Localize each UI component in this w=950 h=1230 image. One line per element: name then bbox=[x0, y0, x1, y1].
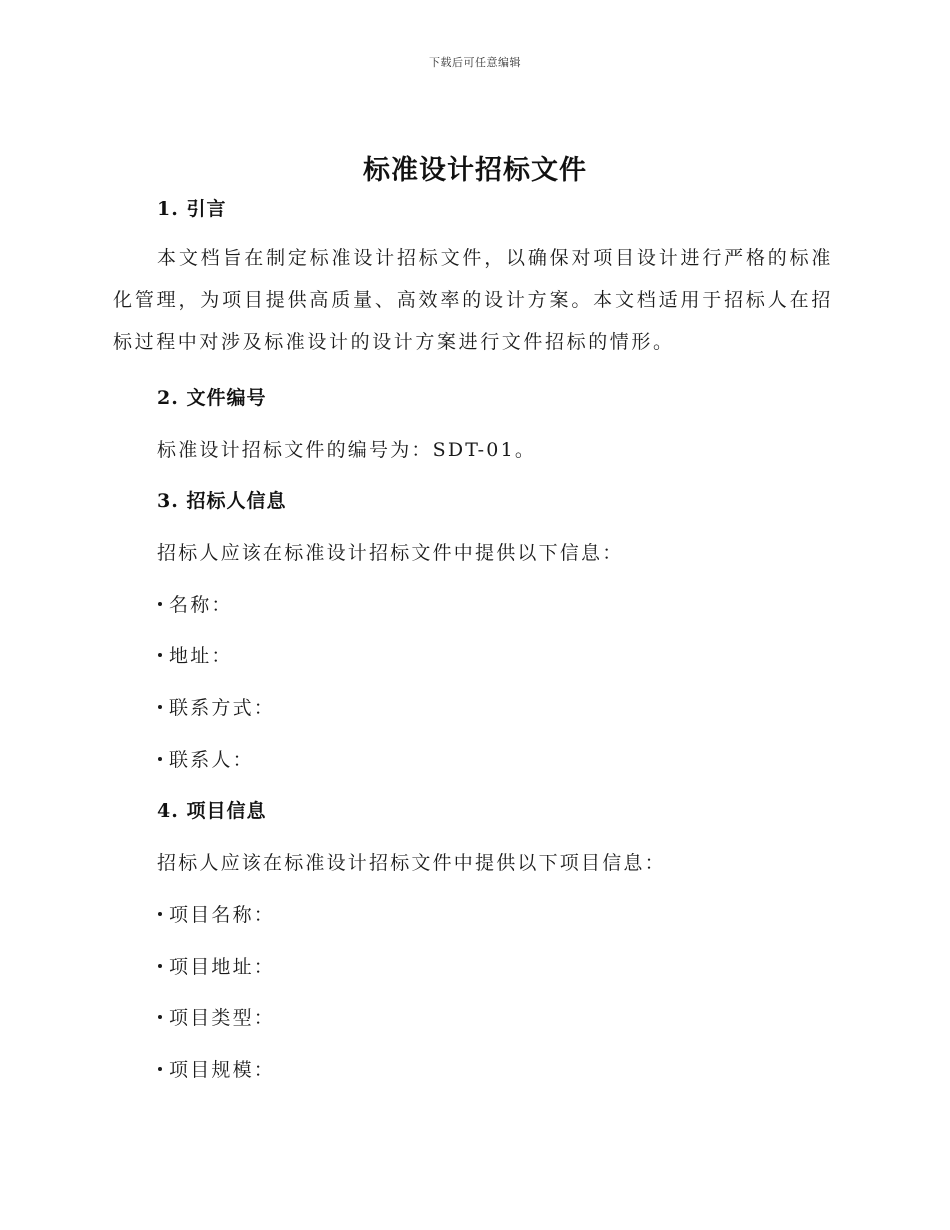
section-heading-tenderer: 3. 招标人信息 bbox=[157, 490, 287, 512]
list-item bbox=[157, 952, 275, 979]
bullet-dot-icon bbox=[158, 602, 162, 606]
list-item-label: 联系人： bbox=[169, 749, 254, 771]
tenderer-intro-text: 招标人应该在标准设计招标文件中提供以下信息： bbox=[157, 542, 624, 564]
bullet-dot-icon bbox=[158, 964, 162, 968]
section-heading-intro: 1. 引言 bbox=[157, 198, 227, 220]
intro-paragraph: 本文档旨在制定标准设计招标文件，以确保对项目设计进行严格的标准化管理，为项目提供高质量、高效率的设计方案。本文档适用于招标人在招标过程中对涉及标准设计的设计方案进行文件招标的情形。 bbox=[113, 247, 833, 353]
list-item-label: 项目名称： bbox=[169, 904, 276, 926]
bullet-dot-icon bbox=[158, 912, 162, 916]
list-item-label: 地址： bbox=[169, 645, 233, 667]
bullet-dot-icon bbox=[158, 1015, 162, 1019]
list-item bbox=[157, 1055, 275, 1082]
list-item-label: 项目地址： bbox=[169, 956, 276, 978]
list-item bbox=[157, 1003, 275, 1030]
doc-number-text: 标准设计招标文件的编号为：SDT-01。 bbox=[157, 439, 537, 461]
section-heading-project: 4. 项目信息 bbox=[157, 800, 267, 822]
page-header-note: 下载后可任意编辑 bbox=[429, 56, 521, 69]
list-item-label: 项目类型： bbox=[169, 1007, 276, 1029]
list-item bbox=[157, 745, 254, 772]
list-item bbox=[157, 900, 275, 927]
section-heading-doc-number: 2. 文件编号 bbox=[157, 387, 267, 409]
list-item-label: 项目规模： bbox=[169, 1059, 276, 1081]
bullet-dot-icon bbox=[158, 1067, 162, 1071]
bullet-dot-icon bbox=[158, 757, 162, 761]
list-item bbox=[157, 693, 275, 720]
project-intro-text: 招标人应该在标准设计招标文件中提供以下项目信息： bbox=[157, 852, 666, 874]
list-item-label: 名称： bbox=[169, 594, 233, 616]
bullet-dot-icon bbox=[158, 705, 162, 709]
document-title: 标准设计招标文件 bbox=[363, 155, 587, 186]
list-item bbox=[157, 590, 233, 617]
bullet-dot-icon bbox=[158, 653, 162, 657]
list-item-label: 联系方式： bbox=[169, 697, 276, 719]
list-item bbox=[157, 641, 233, 668]
